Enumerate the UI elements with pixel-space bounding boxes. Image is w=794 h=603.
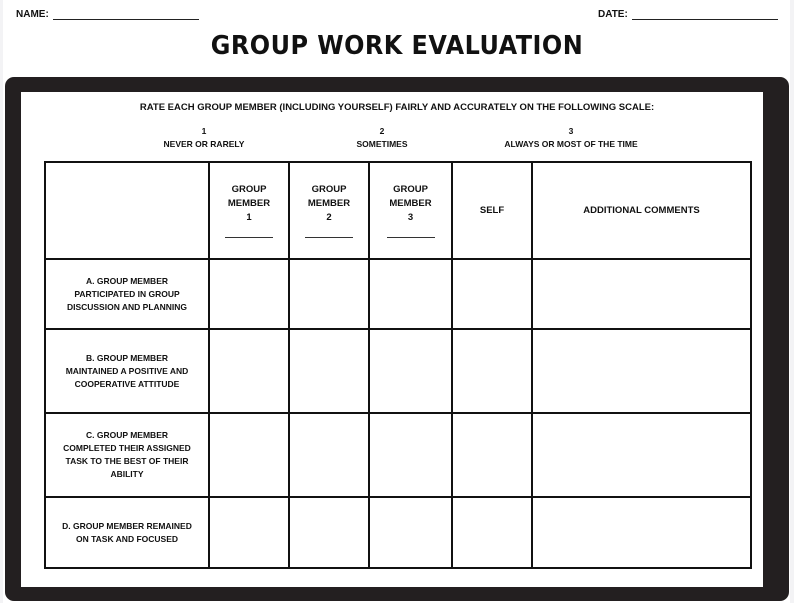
comment-cell[interactable] — [532, 259, 751, 329]
scale-value: 3 — [568, 126, 574, 136]
rating-cell[interactable] — [369, 329, 452, 413]
criterion-b: B. GROUP MEMBER MAINTAINED A POSITIVE AND COOPERATIVE ATTITUDE — [45, 329, 209, 413]
rating-cell[interactable] — [452, 329, 532, 413]
rating-cell[interactable] — [209, 259, 289, 329]
member-3-name-line[interactable] — [387, 237, 435, 238]
rating-cell[interactable] — [289, 497, 369, 568]
instructions: RATE EACH GROUP MEMBER (INCLUDING YOURSELF) FAIRLY AND ACCURATELY ON THE FOLLOWING SCALE: — [139, 102, 655, 113]
table-row — [45, 259, 751, 329]
criterion-a: A. GROUP MEMBER PARTICIPATED IN GROUP DISCUSSION AND PLANNING — [45, 259, 209, 329]
rating-cell[interactable] — [452, 413, 532, 497]
date-label: DATE: — [598, 9, 628, 20]
rating-cell[interactable] — [209, 413, 289, 497]
rating-cell[interactable] — [452, 259, 532, 329]
rating-cell[interactable] — [369, 413, 452, 497]
evaluation-table — [44, 161, 752, 569]
name-field[interactable] — [16, 9, 199, 20]
corner-cell — [45, 162, 209, 259]
name-label: NAME: — [16, 9, 49, 20]
date-line[interactable] — [632, 19, 778, 20]
rating-cell[interactable] — [289, 413, 369, 497]
scale-label: NEVER OR RARELY — [163, 139, 245, 149]
rating-cell[interactable] — [289, 259, 369, 329]
member-2-name-line[interactable] — [305, 237, 353, 238]
comment-cell[interactable] — [532, 413, 751, 497]
table-row — [45, 329, 751, 413]
scale-3 — [471, 125, 671, 151]
page-title: GROUP WORK EVALUATION — [210, 31, 584, 61]
col-comments: ADDITIONAL COMMENTS — [532, 162, 751, 259]
rating-cell[interactable] — [369, 497, 452, 568]
rating-cell[interactable] — [452, 497, 532, 568]
date-field[interactable] — [598, 9, 778, 20]
scale-label: SOMETIMES — [356, 139, 408, 149]
col-member-2: GROUP MEMBER 2 — [289, 162, 369, 259]
header-row — [45, 162, 751, 259]
scale-label: ALWAYS OR MOST OF THE TIME — [504, 139, 638, 149]
scale-value: 1 — [201, 126, 207, 136]
table-row — [45, 413, 751, 497]
scale-value: 2 — [379, 126, 385, 136]
comment-cell[interactable] — [532, 497, 751, 568]
rating-cell[interactable] — [209, 329, 289, 413]
scale-1 — [104, 125, 304, 151]
rating-cell[interactable] — [209, 497, 289, 568]
col-member-1: GROUP MEMBER 1 — [209, 162, 289, 259]
col-member-3: GROUP MEMBER 3 — [369, 162, 452, 259]
name-line[interactable] — [53, 19, 199, 20]
col-self: SELF — [452, 162, 532, 259]
rating-cell[interactable] — [369, 259, 452, 329]
member-1-name-line[interactable] — [225, 237, 273, 238]
comment-cell[interactable] — [532, 329, 751, 413]
rating-cell[interactable] — [289, 329, 369, 413]
table-row — [45, 497, 751, 568]
criterion-c: C. GROUP MEMBER COMPLETED THEIR ASSIGNED TASK TO THE BEST OF THEIR ABILITY — [45, 413, 209, 497]
scale-2 — [282, 125, 482, 151]
criterion-d: D. GROUP MEMBER REMAINED ON TASK AND FOCUSED — [45, 497, 209, 568]
